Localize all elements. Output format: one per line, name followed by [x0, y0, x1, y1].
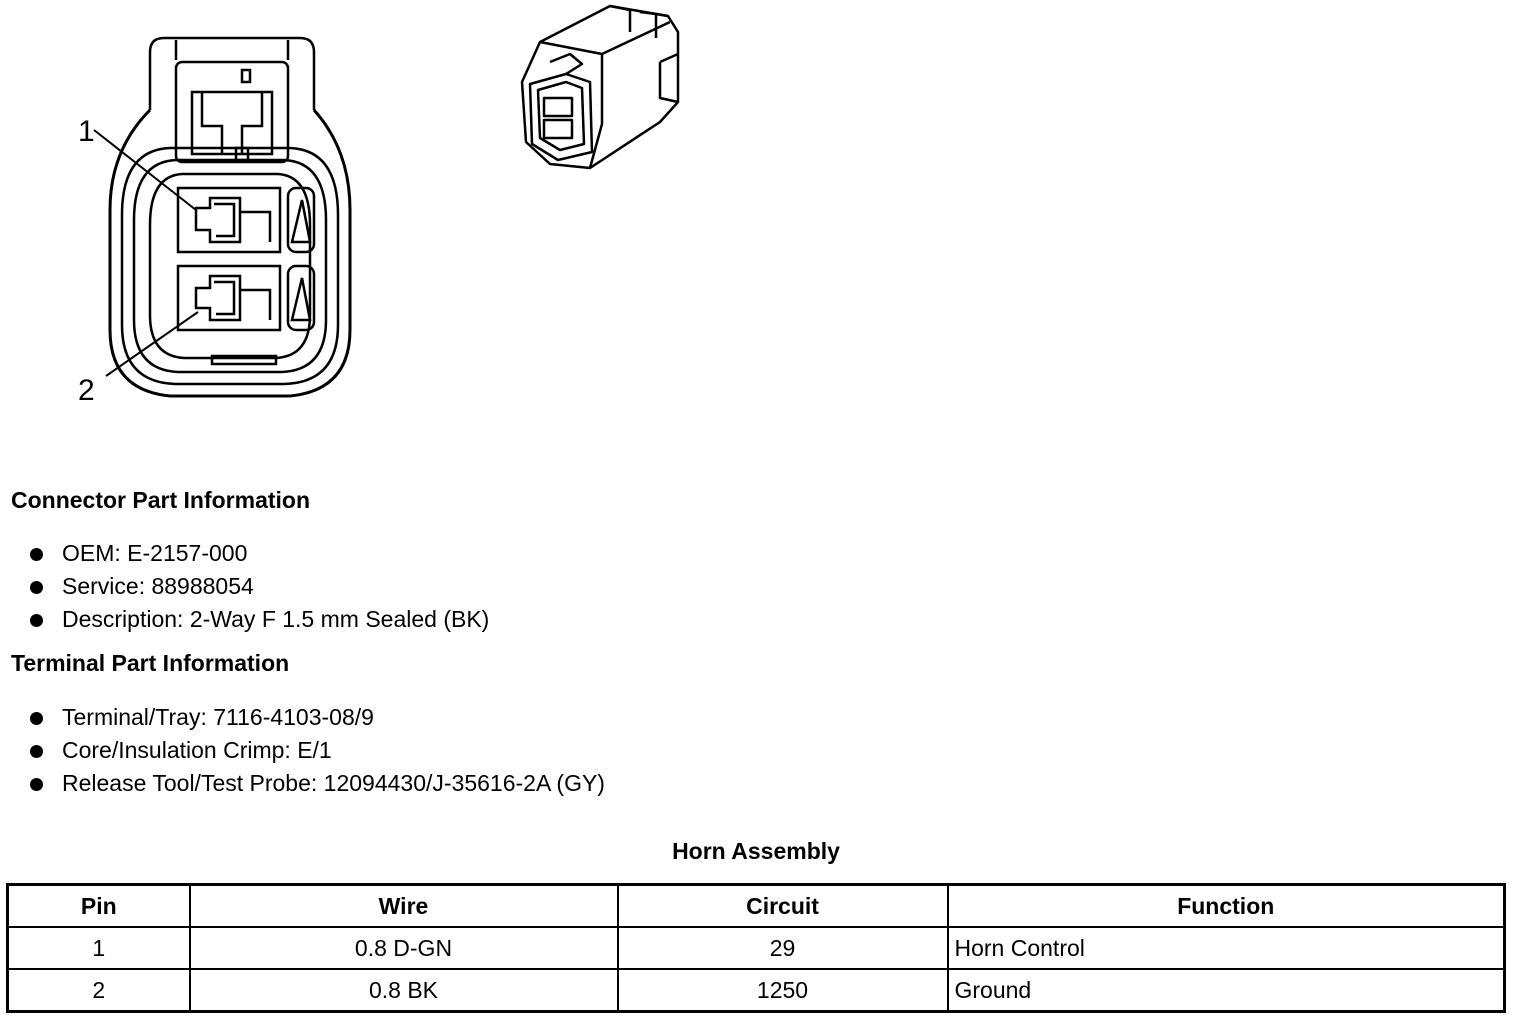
- pinout-table: [6, 883, 1506, 1013]
- bullet-icon: [30, 614, 43, 627]
- cell-wire: 0.8 BK: [190, 969, 618, 1012]
- bullet-icon: [30, 712, 43, 725]
- list-item: [12, 570, 489, 603]
- cell-function: Ground: [948, 969, 1505, 1012]
- terminal-info-list: [12, 701, 605, 800]
- list-item: [12, 734, 605, 767]
- bullet-icon: [30, 745, 43, 758]
- cell-pin: 2: [8, 969, 190, 1012]
- list-item: [12, 767, 605, 800]
- cell-circuit: 29: [618, 927, 948, 969]
- connector-isometric-view: [510, 2, 700, 182]
- cell-wire: 0.8 D-GN: [190, 927, 618, 969]
- connector-description: Description: 2-Way F 1.5 mm Sealed (BK): [62, 606, 490, 632]
- connector-oem: OEM: E-2157-000: [62, 540, 248, 566]
- terminal-info-title: Terminal Part Information: [11, 650, 290, 676]
- header-wire: Wire: [190, 885, 618, 928]
- table-row: [8, 969, 1505, 1012]
- pin-label-1: 1: [78, 115, 95, 148]
- header-pin: Pin: [8, 885, 190, 928]
- cell-function: Horn Control: [948, 927, 1505, 969]
- connector-info-list: [12, 537, 489, 636]
- header-circuit: Circuit: [618, 885, 948, 928]
- table-row: [8, 927, 1505, 969]
- cell-circuit: 1250: [618, 969, 948, 1012]
- terminal-crimp: Core/Insulation Crimp: E/1: [62, 737, 332, 763]
- bullet-icon: [30, 548, 43, 561]
- cell-pin: 1: [8, 927, 190, 969]
- table-title: Horn Assembly: [672, 838, 840, 864]
- terminal-release-tool: Release Tool/Test Probe: 12094430/J-35616-2A (GY): [62, 770, 605, 796]
- table-header-row: [8, 885, 1505, 928]
- list-item: [12, 537, 489, 570]
- list-item: [12, 701, 605, 734]
- list-item: [12, 603, 489, 636]
- connector-info-title: Connector Part Information: [11, 487, 311, 513]
- header-function: Function: [948, 885, 1505, 928]
- bullet-icon: [30, 581, 43, 594]
- bullet-icon: [30, 778, 43, 791]
- connector-service: Service: 88988054: [62, 573, 254, 599]
- pin-label-2: 2: [78, 374, 95, 407]
- connector-face-diagram: [70, 30, 390, 410]
- terminal-tray: Terminal/Tray: 7116-4103-08/9: [62, 704, 374, 730]
